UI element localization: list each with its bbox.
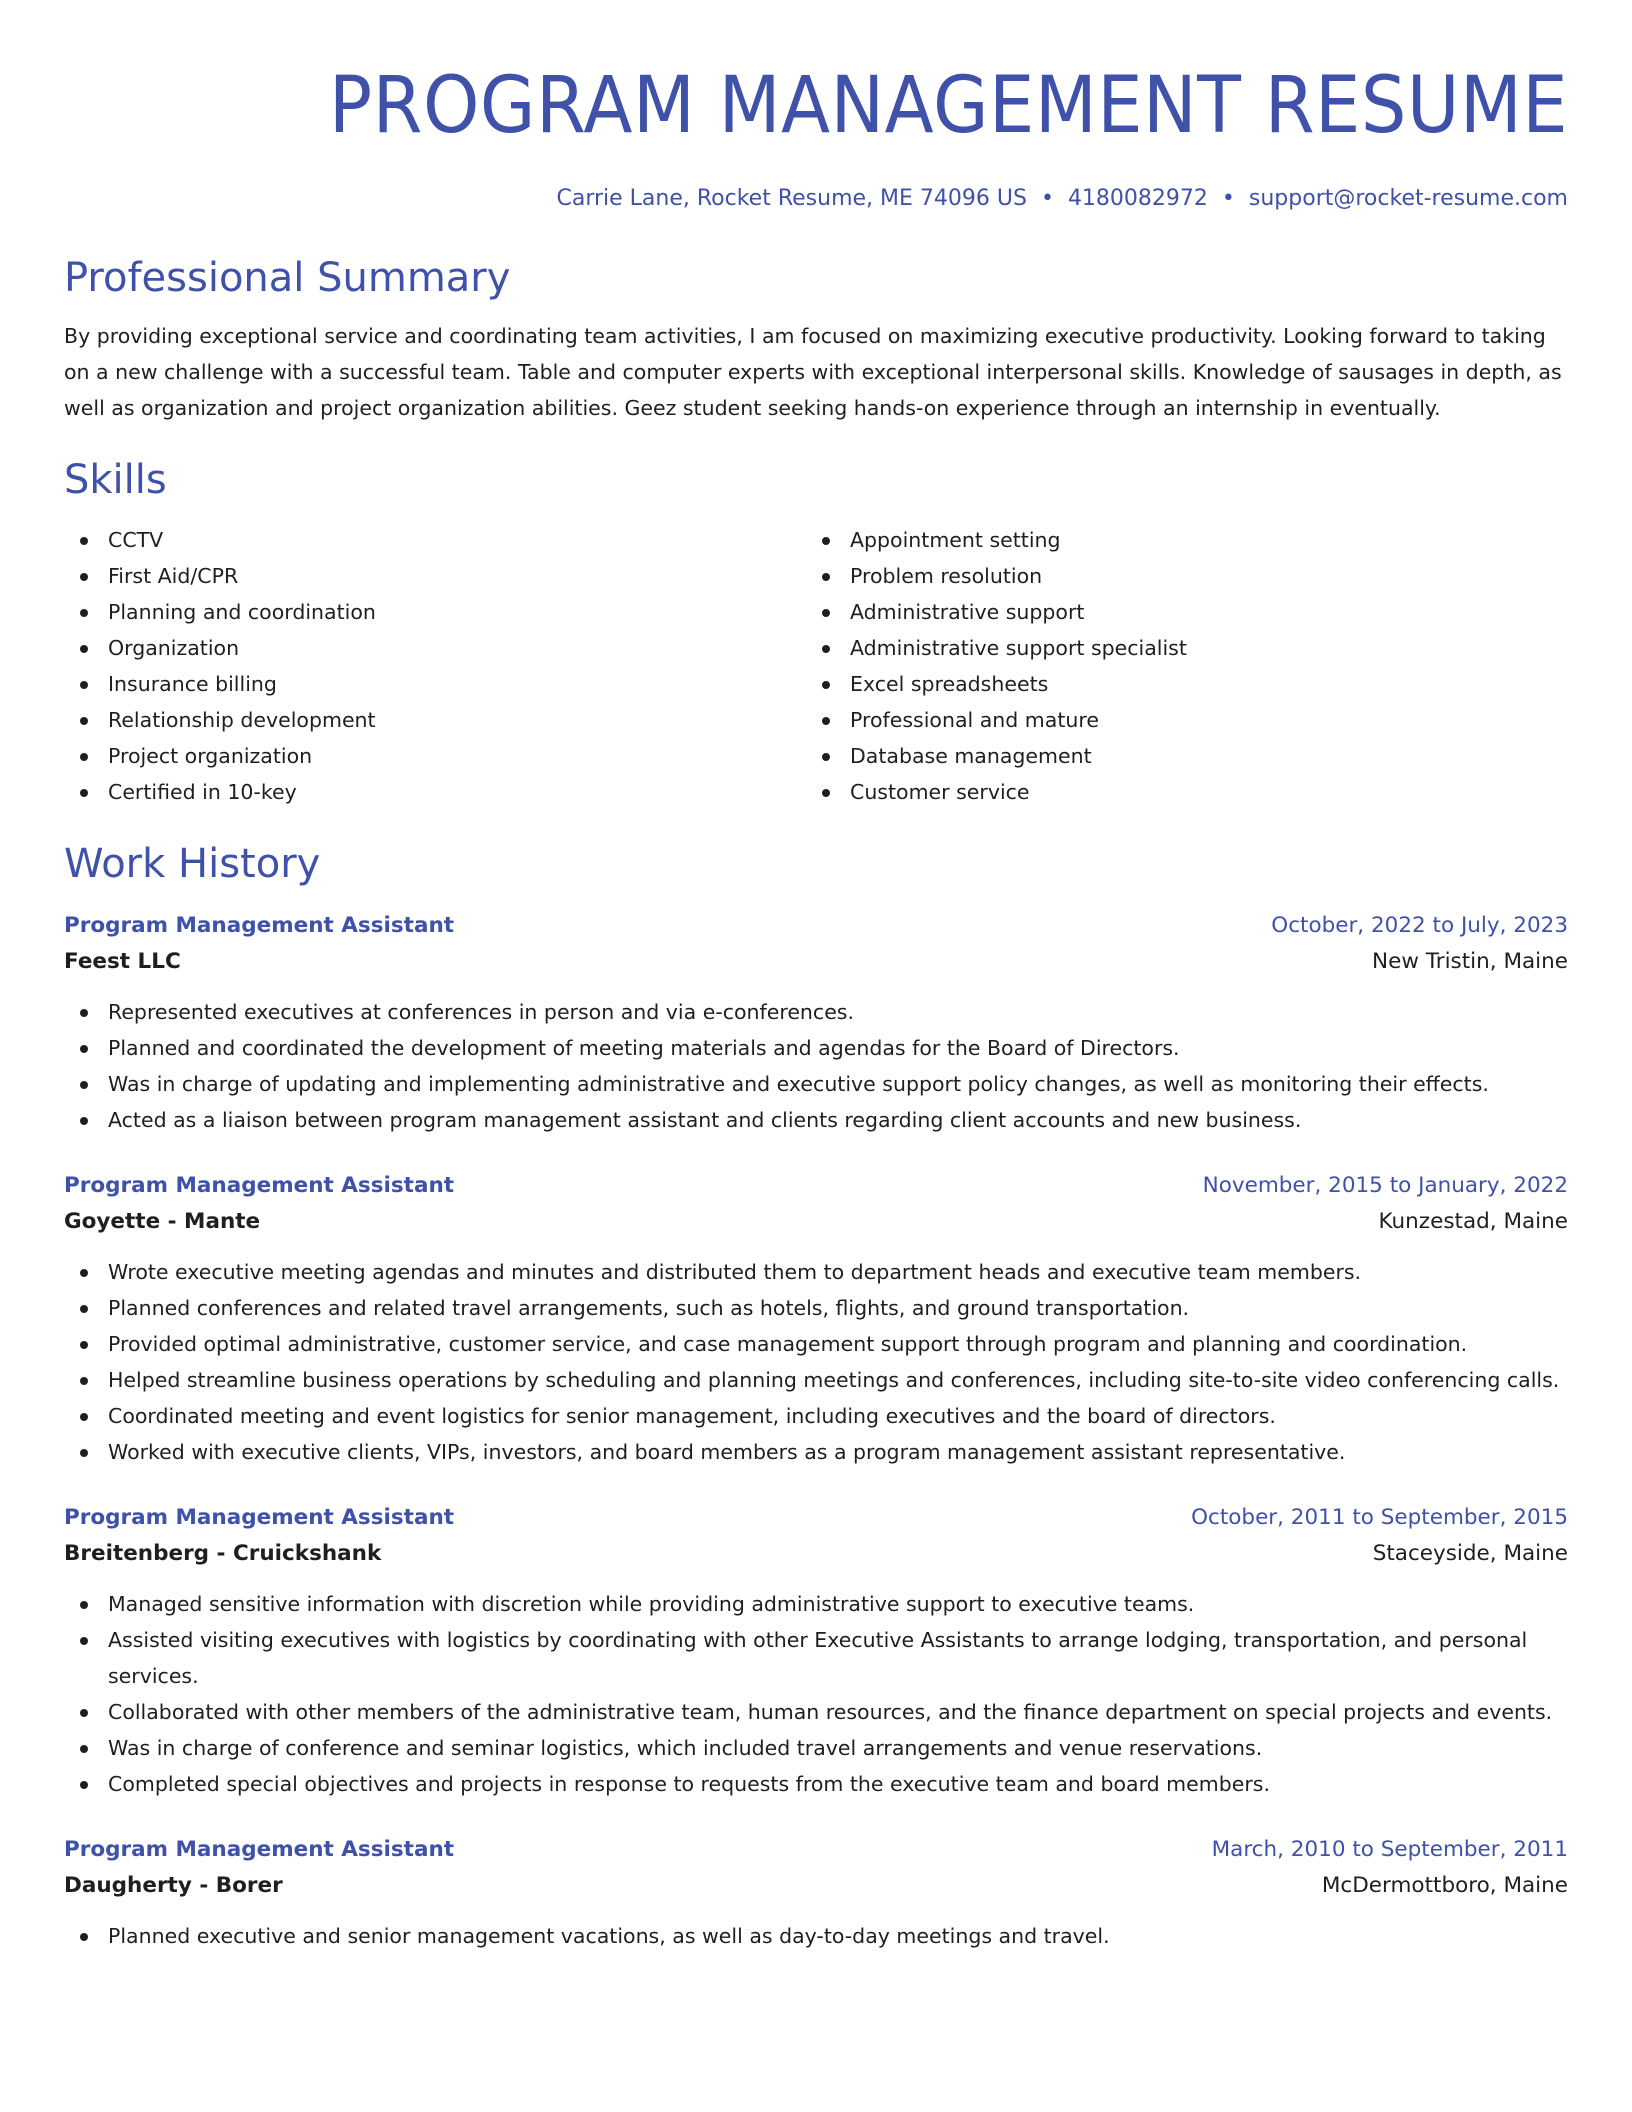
contact-phone: 4180082972 bbox=[1067, 186, 1208, 211]
job-bullet: Was in charge of updating and implementing administrative and executive support policy changes, as well as monitoring their effects. bbox=[64, 1066, 1568, 1102]
job-entry bbox=[64, 1168, 1568, 1470]
job-location: New Tristin, Maine bbox=[1372, 949, 1568, 974]
job-bullet: Coordinated meeting and event logistics for senior management, including executives and the board of directors. bbox=[64, 1398, 1568, 1434]
job-bullet: Worked with executive clients, VIPs, investors, and board members as a program management assistant representative. bbox=[64, 1434, 1568, 1470]
contact-line bbox=[64, 184, 1568, 214]
skill-item: First Aid/CPR bbox=[64, 558, 806, 594]
contact-address: Carrie Lane, Rocket Resume, ME 74096 US bbox=[556, 186, 1027, 211]
job-header-row bbox=[64, 1832, 1568, 1868]
skill-item: Professional and mature bbox=[806, 702, 1548, 738]
job-dates: October, 2022 to July, 2023 bbox=[1271, 913, 1568, 938]
job-bullet: Planned and coordinated the development of meeting materials and agendas for the Board of Directors. bbox=[64, 1030, 1568, 1066]
skill-item: Relationship development bbox=[64, 702, 806, 738]
skill-item: Project organization bbox=[64, 738, 806, 774]
job-bullet: Wrote executive meeting agendas and minutes and distributed them to department heads and executive team members. bbox=[64, 1254, 1568, 1290]
job-bullet: Provided optimal administrative, customer service, and case management support through program and planning and coordination. bbox=[64, 1326, 1568, 1362]
skill-item: Database management bbox=[806, 738, 1548, 774]
skill-item: Insurance billing bbox=[64, 666, 806, 702]
contact-separator: • bbox=[1040, 186, 1054, 211]
skill-item: Planning and coordination bbox=[64, 594, 806, 630]
job-bullet: Managed sensitive information with discretion while providing administrative support to executive teams. bbox=[64, 1586, 1568, 1622]
skills-grid bbox=[64, 522, 1568, 810]
job-title: Program Management Assistant bbox=[64, 1837, 455, 1862]
job-company: Breitenberg - Cruickshank bbox=[64, 1541, 382, 1566]
job-company: Daugherty - Borer bbox=[64, 1873, 283, 1898]
job-company-row bbox=[64, 1536, 1568, 1572]
skill-item: Problem resolution bbox=[806, 558, 1548, 594]
job-entry bbox=[64, 908, 1568, 1138]
job-location: Staceyside, Maine bbox=[1372, 1541, 1568, 1566]
skill-item: Excel spreadsheets bbox=[806, 666, 1548, 702]
job-bullets bbox=[64, 1918, 1568, 1954]
job-header-row bbox=[64, 1168, 1568, 1204]
contact-email[interactable]: support@rocket-resume.com bbox=[1248, 186, 1568, 211]
job-dates: October, 2011 to September, 2015 bbox=[1191, 1505, 1568, 1530]
skill-item: Administrative support specialist bbox=[806, 630, 1548, 666]
job-bullets bbox=[64, 1586, 1568, 1802]
skill-item: Administrative support bbox=[806, 594, 1548, 630]
skills-heading: Skills bbox=[64, 457, 167, 503]
job-bullet: Planned executive and senior management vacations, as well as day-to-day meetings and travel. bbox=[64, 1918, 1568, 1954]
skill-item: Customer service bbox=[806, 774, 1548, 810]
skill-item: CCTV bbox=[64, 522, 806, 558]
job-company: Goyette - Mante bbox=[64, 1209, 261, 1234]
job-bullet: Collaborated with other members of the administrative team, human resources, and the finance department on special projects and events. bbox=[64, 1694, 1568, 1730]
contact-separator: • bbox=[1221, 186, 1235, 211]
job-company-row bbox=[64, 944, 1568, 980]
document-title: PROGRAM MANAGEMENT RESUME bbox=[328, 61, 1569, 151]
job-dates: March, 2010 to September, 2011 bbox=[1211, 1837, 1568, 1862]
skill-item: Appointment setting bbox=[806, 522, 1548, 558]
skills-list-right bbox=[806, 522, 1548, 810]
skill-item: Organization bbox=[64, 630, 806, 666]
job-header-row bbox=[64, 1500, 1568, 1536]
job-bullet: Completed special objectives and projects in response to requests from the executive team and board members. bbox=[64, 1766, 1568, 1802]
job-bullet: Helped streamline business operations by scheduling and planning meetings and conferences, including site-to-site video conferencing calls. bbox=[64, 1362, 1568, 1398]
job-entry bbox=[64, 1500, 1568, 1802]
job-bullets bbox=[64, 1254, 1568, 1470]
job-title: Program Management Assistant bbox=[64, 1505, 455, 1530]
job-bullet: Represented executives at conferences in person and via e-conferences. bbox=[64, 994, 1568, 1030]
job-company: Feest LLC bbox=[64, 949, 181, 974]
job-bullet: Acted as a liaison between program management assistant and clients regarding client accounts and new business. bbox=[64, 1102, 1568, 1138]
job-dates: November, 2015 to January, 2022 bbox=[1202, 1173, 1568, 1198]
summary-text: By providing exceptional service and coordinating team activities, I am focused on maximizing executive productivity. Looking forward to taking on a new challenge with a successful team. Table and computer experts with exceptional interpersonal skills. Knowledge of sausages in depth, as well as organization and project organization abilities. Geez student seeking hands-on experience through an internship in eventually. bbox=[64, 324, 1562, 420]
job-company-row bbox=[64, 1204, 1568, 1240]
job-company-row bbox=[64, 1868, 1568, 1904]
job-title: Program Management Assistant bbox=[64, 1173, 455, 1198]
job-bullet: Was in charge of conference and seminar logistics, which included travel arrangements and venue reservations. bbox=[64, 1730, 1568, 1766]
work-history-heading: Work History bbox=[64, 841, 321, 887]
job-title: Program Management Assistant bbox=[64, 913, 455, 938]
job-entry bbox=[64, 1832, 1568, 1954]
skill-item: Certified in 10-key bbox=[64, 774, 806, 810]
job-location: McDermottboro, Maine bbox=[1321, 1873, 1568, 1898]
skills-list-left bbox=[64, 522, 806, 810]
job-bullets bbox=[64, 994, 1568, 1138]
job-bullet: Assisted visiting executives with logistics by coordinating with other Executive Assistants to arrange lodging, transportation, and personal services. bbox=[64, 1622, 1568, 1694]
job-header-row bbox=[64, 908, 1568, 944]
job-bullet: Planned conferences and related travel arrangements, such as hotels, flights, and ground transportation. bbox=[64, 1290, 1568, 1326]
job-location: Kunzestad, Maine bbox=[1378, 1209, 1568, 1234]
summary-heading: Professional Summary bbox=[64, 255, 511, 301]
